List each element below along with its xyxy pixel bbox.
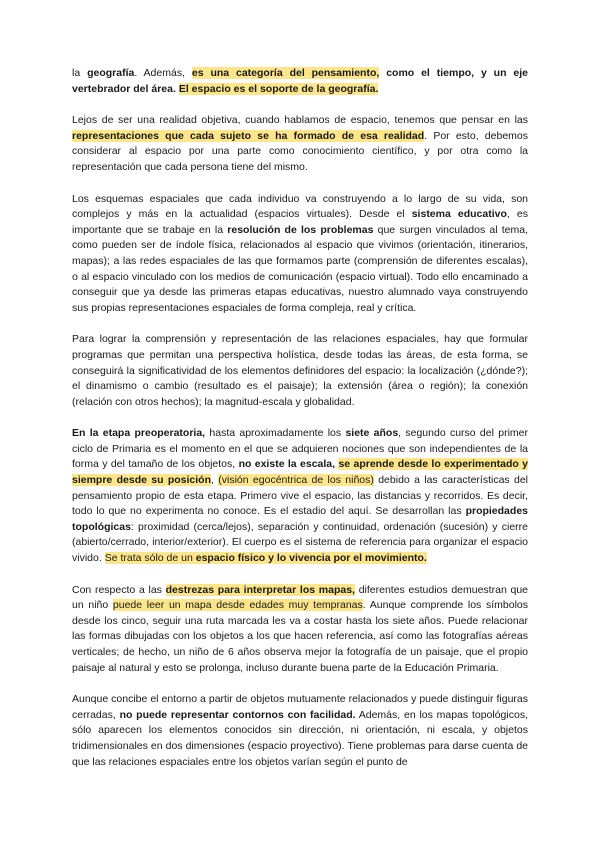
text-run: la <box>72 67 88 79</box>
paragraph <box>72 192 528 317</box>
text-run: Con respecto a las <box>72 583 166 596</box>
paragraph <box>72 113 528 175</box>
text-run: diferentes estudios demuestran que un niño <box>72 583 529 612</box>
text-run: hasta aproximadamente los <box>205 427 346 440</box>
highlighted-text: espacio físico y lo vivencia por el movimiento. <box>195 552 427 565</box>
bold-text: En la etapa preoperatoria, <box>72 427 206 440</box>
text-run: . Aunque comprende los símbolos desde los cinco, seguir una ruta marcada les va a costar hasta los siete años. Puede relacionar las formas dibujadas con los objetos a los que hacen referencia, así como las fotografías aéreas verticales; de hecho, un niño de 6 años observa mejor la fotografía de un paisaje, que el propio paisaje al natural y esto se prolonga, incluso durante buena parte de la Educación Primaria. <box>72 599 528 674</box>
paragraph <box>72 332 528 410</box>
document-page <box>72 66 528 770</box>
text-run: , es importante que se trabaje en la <box>72 208 528 236</box>
highlighted-text: se aprende desde lo experimentado y siempre desde su posición <box>72 458 528 487</box>
bold-text: geografía <box>87 67 135 79</box>
bold-text: sistema educativo <box>411 208 507 221</box>
highlighted-text: El espacio es el soporte de la geografía. <box>178 82 379 95</box>
text-run: Para lograr la comprensión y representación de las relaciones espaciales, hay que formular programas que permitan una perspectiva holística, desde todas las áreas, de esta forma, se conseguirá la significatividad de los elementos definidores del espacio: la localización (¿dónde?); el dinamismo o cambio (resultado es el paisaje); la extensión (área o región); la conexión (relación con otros hechos); la magnitud-escala y globalidad. <box>72 333 528 408</box>
highlighted-text: representaciones que cada sujeto se ha formado de esa realidad <box>72 129 425 142</box>
highlighted-text: es una categoría del pensamiento, <box>191 67 380 79</box>
text-run: Lejos de ser una realidad objetiva, cuando hablamos de espacio, tenemos que pensar en las <box>72 114 528 127</box>
text-run: Aunque concibe el entorno a partir de objetos mutuamente relacionados y puede distinguir figuras cerradas, <box>72 693 528 721</box>
bold-text: propiedades topológicas <box>72 505 528 533</box>
highlighted-text: (visión egocéntrica de los niños) <box>218 474 374 487</box>
bold-text: no existe la escala, <box>238 458 336 471</box>
bold-text: no puede representar contornos con facilidad. <box>119 708 356 721</box>
paragraph <box>72 583 528 677</box>
paragraph <box>72 426 528 566</box>
text-run: , segundo curso del primer ciclo de Primaria es el momento en el que se adquieren nociones que son independientes de la forma y del tamaño de los objetos, <box>72 427 528 471</box>
bold-text: como el tiempo, y un eje vertebrador del área. <box>72 67 528 95</box>
text-run: que surgen vinculados al tema, como pueden ser de índole física, relacionados al espacio que vivimos (orientación, itinerarios, mapas); a las redes espaciales de las que formamos parte (comprensión de diferentes escalas), o al espacio vinculado con los medios de comunicación (espacio virtual). Todo ello encaminado a conseguir que ya desde las primeras etapas educativas, nuestro alumnado vaya construyendo sus propias representaciones espaciales de forma compleja, real y crítica. <box>72 223 529 314</box>
highlighted-text: Se trata sólo de un <box>104 552 196 565</box>
text-run: Los esquemas espaciales que cada individuo va construyendo a lo largo de su vida, son complejos y más en la actualidad (espacios virtuales). Desde el <box>72 192 528 221</box>
highlighted-text: destrezas para interpretar los mapas, <box>165 583 355 596</box>
text-run: , <box>211 474 219 487</box>
highlighted-text: puede leer un mapa desde edades muy tempranas <box>112 599 363 612</box>
text-run: . Por esto, debemos considerar al espacio por una parte como conocimiento científico, y por otra como la representación que cada persona tiene del mismo. <box>72 129 528 173</box>
text-run: debido a las características del pensamiento propio de esta etapa. Primero vive el espacio, las distancias y recorridos. Es decir, todo lo que no experimenta no conoce. Es el estadio del aquí. Se desarrollan las <box>72 474 528 518</box>
paragraph <box>72 692 528 770</box>
text-run: . Además, <box>134 67 192 79</box>
text-run: : proximidad (cerca/lejos), separación y continuidad, ordenación (sucesión) y cierre (abierto/cerrado, interior/exterior). El cuerpo es el sistema de referencia para organizar el espacio vivido. <box>72 520 528 565</box>
paragraph <box>72 66 528 97</box>
text-run: Además, en los mapas topológicos, sólo aparecen los elementos conocidos sin dirección, ni orientación, ni escala, y objetos tridimensionales en dos dimensiones (espacio proyectivo). Tiene problemas para darse cuenta de que las relaciones espaciales entre los objetos varían según el punto de <box>72 708 528 768</box>
bold-text: resolución de los problemas <box>227 223 374 236</box>
bold-text: siete años <box>345 427 399 440</box>
